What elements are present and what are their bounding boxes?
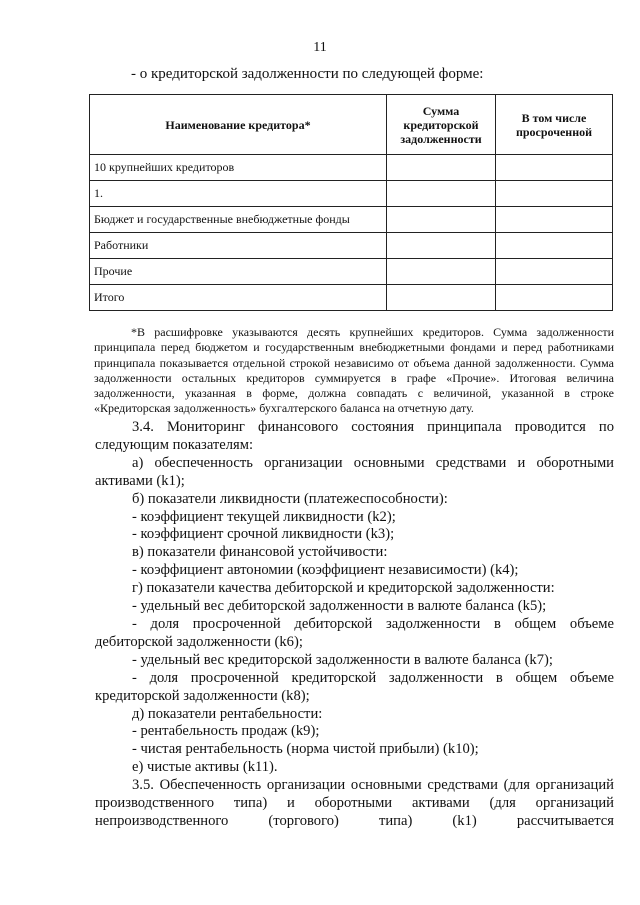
empty-cell: [387, 155, 496, 181]
paragraph: 3.4. Мониторинг финансового состояния принципала проводится по следующим показателям:: [95, 419, 614, 453]
paragraph: 3.5. Обеспеченность организации основными средствами (для организаций производственного типа) и оборотными активами (для организаций непроизводственного (торгового) типа) (k1) рассчитывается: [95, 777, 614, 829]
table-row: [90, 285, 613, 311]
body-text: [95, 419, 614, 831]
row-label: Бюджет и государственные внебюджетные фонды: [90, 207, 387, 233]
row-label: Работники: [90, 233, 387, 259]
paragraph: - доля просроченной кредиторской задолженности в общем объеме кредиторской задолженности (k8);: [95, 669, 614, 704]
header-overdue: В том числе просроченной: [496, 95, 613, 155]
table-row: [90, 207, 613, 233]
header-creditor-name: Наименование кредитора*: [90, 95, 387, 155]
empty-cell: [387, 207, 496, 233]
table-row: [90, 259, 613, 285]
paragraph: - коэффициент автономии (коэффициент независимости) (k4);: [132, 562, 519, 579]
paragraph: - чистая рентабельность (норма чистой прибыли) (k10);: [132, 741, 479, 758]
paragraph: а) обеспеченность организации основными средствами и оборотными активами (k1);: [95, 454, 614, 489]
intro-line: - о кредиторской задолженности по следующей форме:: [131, 66, 484, 82]
empty-cell: [387, 233, 496, 259]
paragraph: - удельный вес кредиторской задолженности в валюте баланса (k7);: [132, 651, 553, 668]
table-header-row: [90, 95, 613, 155]
empty-cell: [496, 155, 613, 181]
empty-cell: [387, 259, 496, 285]
paragraph: д) показатели рентабельности:: [132, 705, 323, 722]
row-label: 10 крупнейших кредиторов: [90, 155, 387, 181]
paragraph: - удельный вес дебиторской задолженности в валюте баланса (k5);: [132, 598, 547, 615]
empty-cell: [496, 285, 613, 311]
row-label: Прочие: [90, 259, 387, 285]
header-debt-sum: Сумма кредиторской задолженности: [387, 95, 496, 155]
paragraph: - рентабельность продаж (k9);: [132, 723, 320, 740]
row-label: Итого: [90, 285, 387, 311]
empty-cell: [496, 233, 613, 259]
empty-cell: [496, 259, 613, 285]
empty-cell: [387, 181, 496, 207]
paragraph: б) показатели ликвидности (платежеспособности):: [132, 490, 448, 507]
table-footnote: *В расшифровке указываются десять крупнейших кредиторов. Сумма задолженности принципала перед бюджетом и государственным внебюджетными фондами и перед работниками принципала показывается отдельной строкой независимо от объема данной задолженности. Сумма задолженности остальных кредиторов суммируется в графе «Прочие». Итоговая величина задолженности, указанная в форме, должна совпадать с величиной, указанной в строке «Кредиторская задолженность» бухгалтерского баланса на отчетную дату.: [94, 325, 614, 416]
empty-cell: [387, 285, 496, 311]
paragraph: - коэффициент текущей ликвидности (k2);: [132, 508, 396, 525]
empty-cell: [496, 181, 613, 207]
paragraph: в) показатели финансовой устойчивости:: [132, 544, 388, 561]
paragraph: - доля просроченной дебиторской задолженности в общем объеме дебиторской задолженности (k6);: [95, 615, 614, 650]
creditor-table: [89, 94, 613, 311]
table-row: [90, 181, 613, 207]
row-label: 1.: [90, 181, 387, 207]
empty-cell: [496, 207, 613, 233]
table-row: [90, 233, 613, 259]
paragraph: - коэффициент срочной ликвидности (k3);: [132, 526, 395, 543]
table-row: [90, 155, 613, 181]
paragraph: е) чистые активы (k11).: [132, 759, 278, 776]
paragraph: г) показатели качества дебиторской и кредиторской задолженности:: [132, 580, 555, 597]
page-number: 11: [313, 40, 327, 55]
